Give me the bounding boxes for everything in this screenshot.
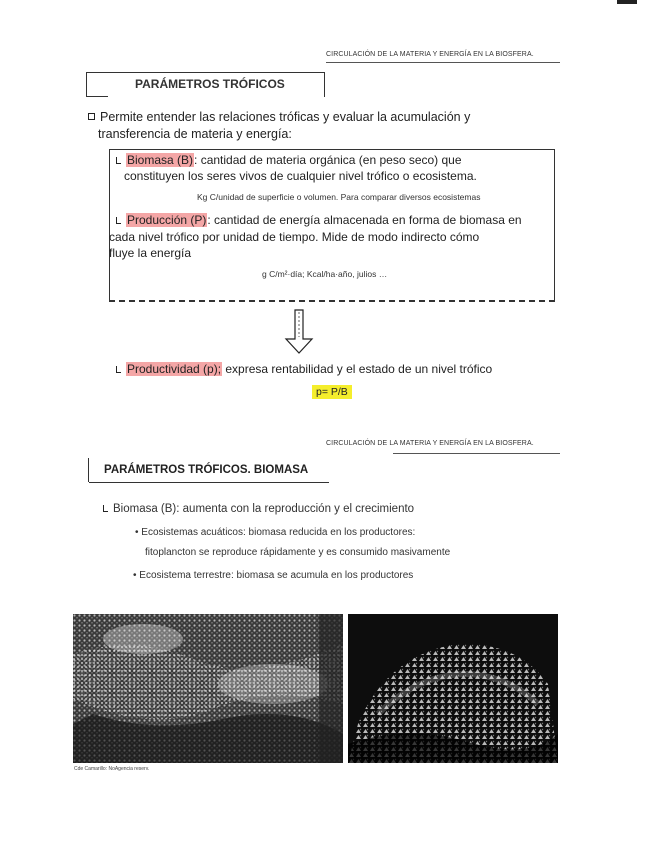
section2-title: PARÁMETROS TRÓFICOS. BIOMASA bbox=[104, 464, 309, 476]
produccion-units-note: g C/m²·día; Kcal/ha·año, julios … bbox=[262, 269, 388, 279]
section2-title-underline bbox=[89, 482, 329, 483]
produccion-definition bbox=[116, 212, 522, 228]
biomasa-text-1: : cantidad de materia orgánica (en peso seco) que bbox=[194, 153, 462, 167]
section2-header: CIRCULACIÓN DE LA MATERIA Y ENERGÍA EN LA BIOSFERA. bbox=[326, 440, 534, 447]
dot-bullet-icon: • bbox=[135, 527, 142, 538]
section1-title-box bbox=[86, 72, 325, 97]
productividad-text: expresa rentabilidad y el estado de un nivel trófico bbox=[222, 362, 493, 376]
produccion-text-3: fluye la energía bbox=[109, 246, 192, 260]
biomasa-definition bbox=[116, 152, 462, 168]
section1-header-rule bbox=[326, 62, 560, 63]
productividad-formula bbox=[312, 386, 352, 398]
square-bullet-icon bbox=[88, 113, 95, 120]
section1-intro bbox=[88, 109, 558, 143]
section2-header-rule bbox=[393, 453, 560, 454]
aquatic-text-1: Ecosistemas acuáticos: biomasa reducida en los productores: bbox=[141, 527, 416, 538]
check-bullet-icon bbox=[116, 217, 121, 224]
biomasa-label: Biomasa (B) bbox=[127, 153, 194, 167]
intro-line-2: transferencia de materia y energía: bbox=[98, 127, 292, 141]
section1-title-underline bbox=[86, 96, 108, 97]
dot-bullet-icon: • bbox=[133, 570, 140, 581]
down-arrow-icon bbox=[283, 309, 315, 355]
aquatic-photo bbox=[73, 614, 343, 763]
check-bullet-icon bbox=[116, 366, 121, 373]
sub-bullet-terrestrial bbox=[133, 570, 413, 581]
section1-header: CIRCULACIÓN DE LA MATERIA Y ENERGÍA EN LA BIOSFERA. bbox=[326, 51, 534, 58]
check-bullet-icon bbox=[103, 505, 108, 512]
produccion-text-2: cada nivel trófico por unidad de tiempo. Mide de modo indirecto cómo bbox=[109, 230, 480, 244]
photo-credit: Cde Camarillo: NoAgencia reserv. bbox=[74, 766, 150, 772]
sub-bullet-aquatic bbox=[135, 527, 415, 538]
biomasa-units-note: Kg C/unidad de superficie o volumen. Para comparar diversos ecosistemas bbox=[197, 192, 481, 202]
formula-highlight: p= P/B bbox=[312, 385, 352, 399]
section2-main-bullet bbox=[103, 503, 414, 515]
productividad-line bbox=[116, 362, 492, 376]
section1-title: PARÁMETROS TRÓFICOS bbox=[135, 77, 285, 91]
intro-line-1: Permite entender las relaciones tróficas y evaluar la acumulación y bbox=[100, 110, 471, 124]
terrestrial-photo bbox=[348, 614, 558, 763]
biomasa-text-2: constituyen los seres vivos de cualquier nivel trófico o ecosistema. bbox=[124, 169, 477, 183]
aquatic-text-2: fitoplancton se reproduce rápidamente y es consumido masivamente bbox=[145, 547, 451, 558]
biomasa-growth-text: Biomasa (B): aumenta con la reproducción y el crecimiento bbox=[113, 503, 415, 515]
check-bullet-icon bbox=[116, 157, 121, 164]
produccion-text-1: : cantidad de energía almacenada en forma de biomasa en bbox=[207, 213, 522, 227]
produccion-label: Producción (P) bbox=[127, 213, 207, 227]
productividad-label: Productividad (p); bbox=[127, 362, 222, 376]
plankton-image bbox=[73, 614, 343, 763]
forest-image bbox=[348, 614, 558, 763]
section2-title-edge bbox=[88, 458, 89, 482]
terrestrial-text: Ecosistema terrestre: biomasa se acumula en los productores bbox=[139, 570, 414, 581]
corner-mark bbox=[617, 0, 637, 4]
